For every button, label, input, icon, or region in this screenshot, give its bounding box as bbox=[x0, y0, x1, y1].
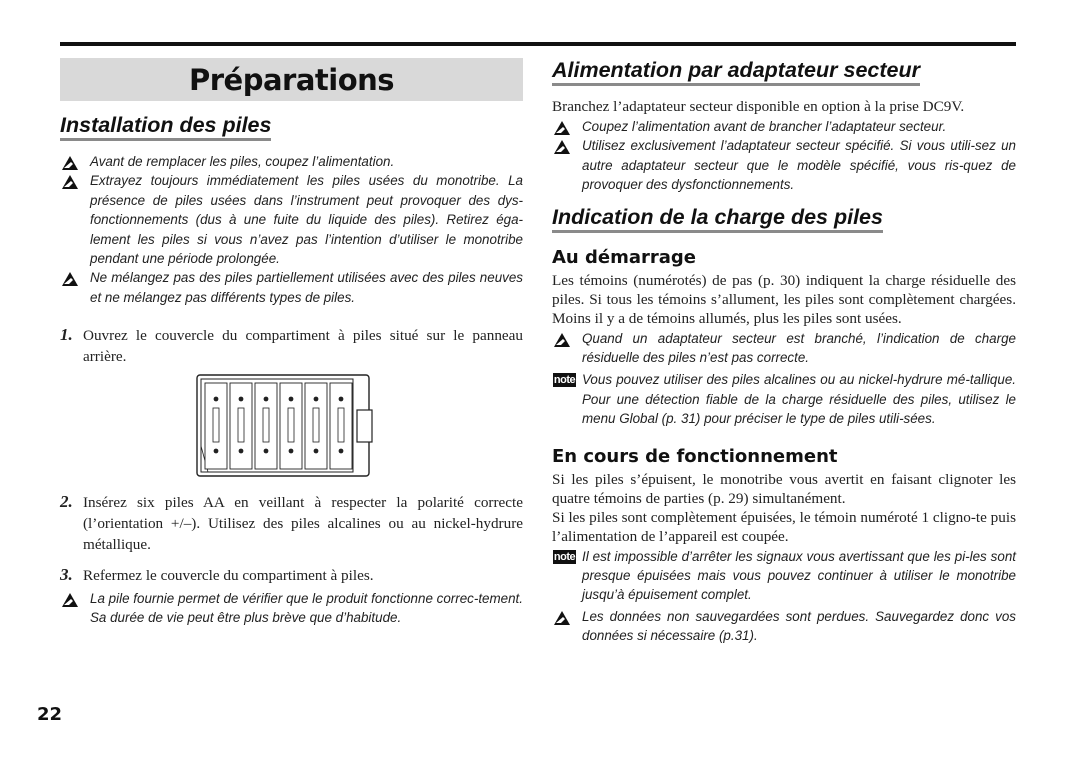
note-text: Vous pouvez utiliser des piles alcalines ou au nickel-hydrure mé-tallique. Pour une détection fiable de la charge résiduelle des piles, utilisez le menu Global (p. 31) pour préciser le type de piles utili-sées. bbox=[582, 372, 1016, 427]
section-title-charge: Indication de la charge des piles bbox=[552, 205, 883, 233]
battery-compartment-illustration bbox=[196, 374, 374, 478]
caution-hand-icon bbox=[552, 119, 572, 136]
subheading-running: En cours de fonctionnement bbox=[552, 445, 838, 467]
caution-text: Avant de remplacer les piles, coupez l’alimentation. bbox=[90, 154, 395, 169]
caution-text: La pile fournie permet de vérifier que le produit fonctionne correc-tement. Sa durée de vie peut être plus brève que d’habitude. bbox=[90, 591, 523, 626]
section-title-installation: Installation des piles bbox=[60, 113, 271, 141]
caution-text: Ne mélangez pas des piles partiellement utilisées avec des piles neuves et ne mélangez pas différents types de piles. bbox=[90, 270, 523, 305]
left-column bbox=[60, 58, 523, 367]
subheading-startup: Au démarrage bbox=[552, 246, 696, 268]
caution-item bbox=[552, 136, 1016, 194]
step-number: 2. bbox=[60, 492, 73, 511]
running-text-1: Si les piles s’épuisent, le monotribe vous avertit en faisant clignoter les quatre témoins de parties (p. 29) simultanément. bbox=[552, 470, 1016, 507]
step-number: 3. bbox=[60, 565, 73, 584]
page-title-bar bbox=[60, 58, 523, 101]
caution-hand-icon bbox=[60, 173, 80, 190]
step-number: 1. bbox=[60, 325, 73, 345]
page-number: 22 bbox=[37, 704, 63, 725]
note-text: Il est impossible d’arrêter les signaux vous avertissant que les pi-les sont presque épuisées mais vous pouvez continuer à utiliser le monotribe jusqu’à épuisement complet. bbox=[582, 548, 1016, 603]
right-column bbox=[552, 58, 1016, 646]
note-item bbox=[552, 370, 1016, 428]
step-text: Insérez six piles AA en veillant à respecter la polarité correcte (l’orientation +/–). Utilisez des piles alcalines ou au nickel-hydrure métallique. bbox=[83, 494, 523, 553]
caution-text: Les données non sauvegardées sont perdues. Sauvegardez donc vos données si nécessaire (p.31). bbox=[582, 608, 1016, 644]
caution-hand-icon bbox=[552, 331, 572, 348]
left-column-lower bbox=[60, 492, 523, 628]
caution-text: Coupez l’alimentation avant de brancher l’adaptateur secteur. bbox=[582, 119, 947, 134]
running-text-2: Si les piles sont complètement épuisées, le témoin numéroté 1 cligno-te puis l’alimentation de l’appareil est coupée. bbox=[552, 508, 1016, 545]
step-3 bbox=[60, 565, 523, 586]
step-text: Refermez le couvercle du compartiment à piles. bbox=[83, 567, 374, 584]
caution-hand-icon bbox=[60, 270, 80, 287]
caution-item bbox=[552, 607, 1016, 646]
note-icon: note bbox=[553, 550, 576, 563]
note-icon: note bbox=[553, 374, 576, 387]
caution-item bbox=[552, 117, 1016, 136]
adapter-intro: Branchez l’adaptateur secteur disponible en option à la prise DC9V. bbox=[552, 98, 965, 115]
caution-item bbox=[60, 152, 523, 171]
step-2 bbox=[60, 492, 523, 555]
caution-item bbox=[60, 171, 523, 268]
top-rule bbox=[60, 42, 1016, 46]
page-title: Préparations bbox=[188, 62, 395, 97]
caution-hand-icon bbox=[60, 154, 80, 171]
caution-hand-icon bbox=[60, 591, 80, 608]
caution-text: Quand un adaptateur secteur est branché, l’indication de charge résiduelle des piles n’est pas correcte. bbox=[582, 330, 1016, 366]
caution-item bbox=[60, 268, 523, 307]
caution-item bbox=[552, 329, 1016, 368]
caution-text: Extrayez toujours immédiatement les piles usées du monotribe. La présence de piles usées dans l’instrument peut provoquer des dys-fonctionnements (dus à une fuite du liquide des piles). Retirez éga-lement les piles si vous n’avez pas l’intention d’utiliser le monotribe pendant une période prolongée. bbox=[90, 173, 523, 267]
caution-hand-icon bbox=[552, 138, 572, 155]
step-text: Ouvrez le couvercle du compartiment à piles situé sur le panneau arrière. bbox=[83, 327, 523, 366]
startup-text: Les témoins (numérotés) de pas (p. 30) indiquent la charge résiduelle des piles. Si tous les témoins s’allument, les piles sont complètement chargées. Moins il y a de témoins allumés, plus les piles sont usées. bbox=[552, 271, 1016, 327]
caution-item bbox=[60, 589, 523, 628]
section-title-adapter: Alimentation par adaptateur secteur bbox=[552, 58, 920, 86]
note-item bbox=[552, 547, 1016, 605]
caution-text: Utilisez exclusivement l’adaptateur secteur spécifié. Si vous utili-sez un autre adaptateur secteur que le modèle spécifié, vous ris-quez de provoquer des dysfonctionnements. bbox=[582, 138, 1016, 193]
step-1 bbox=[60, 325, 523, 367]
caution-hand-icon bbox=[552, 609, 572, 626]
